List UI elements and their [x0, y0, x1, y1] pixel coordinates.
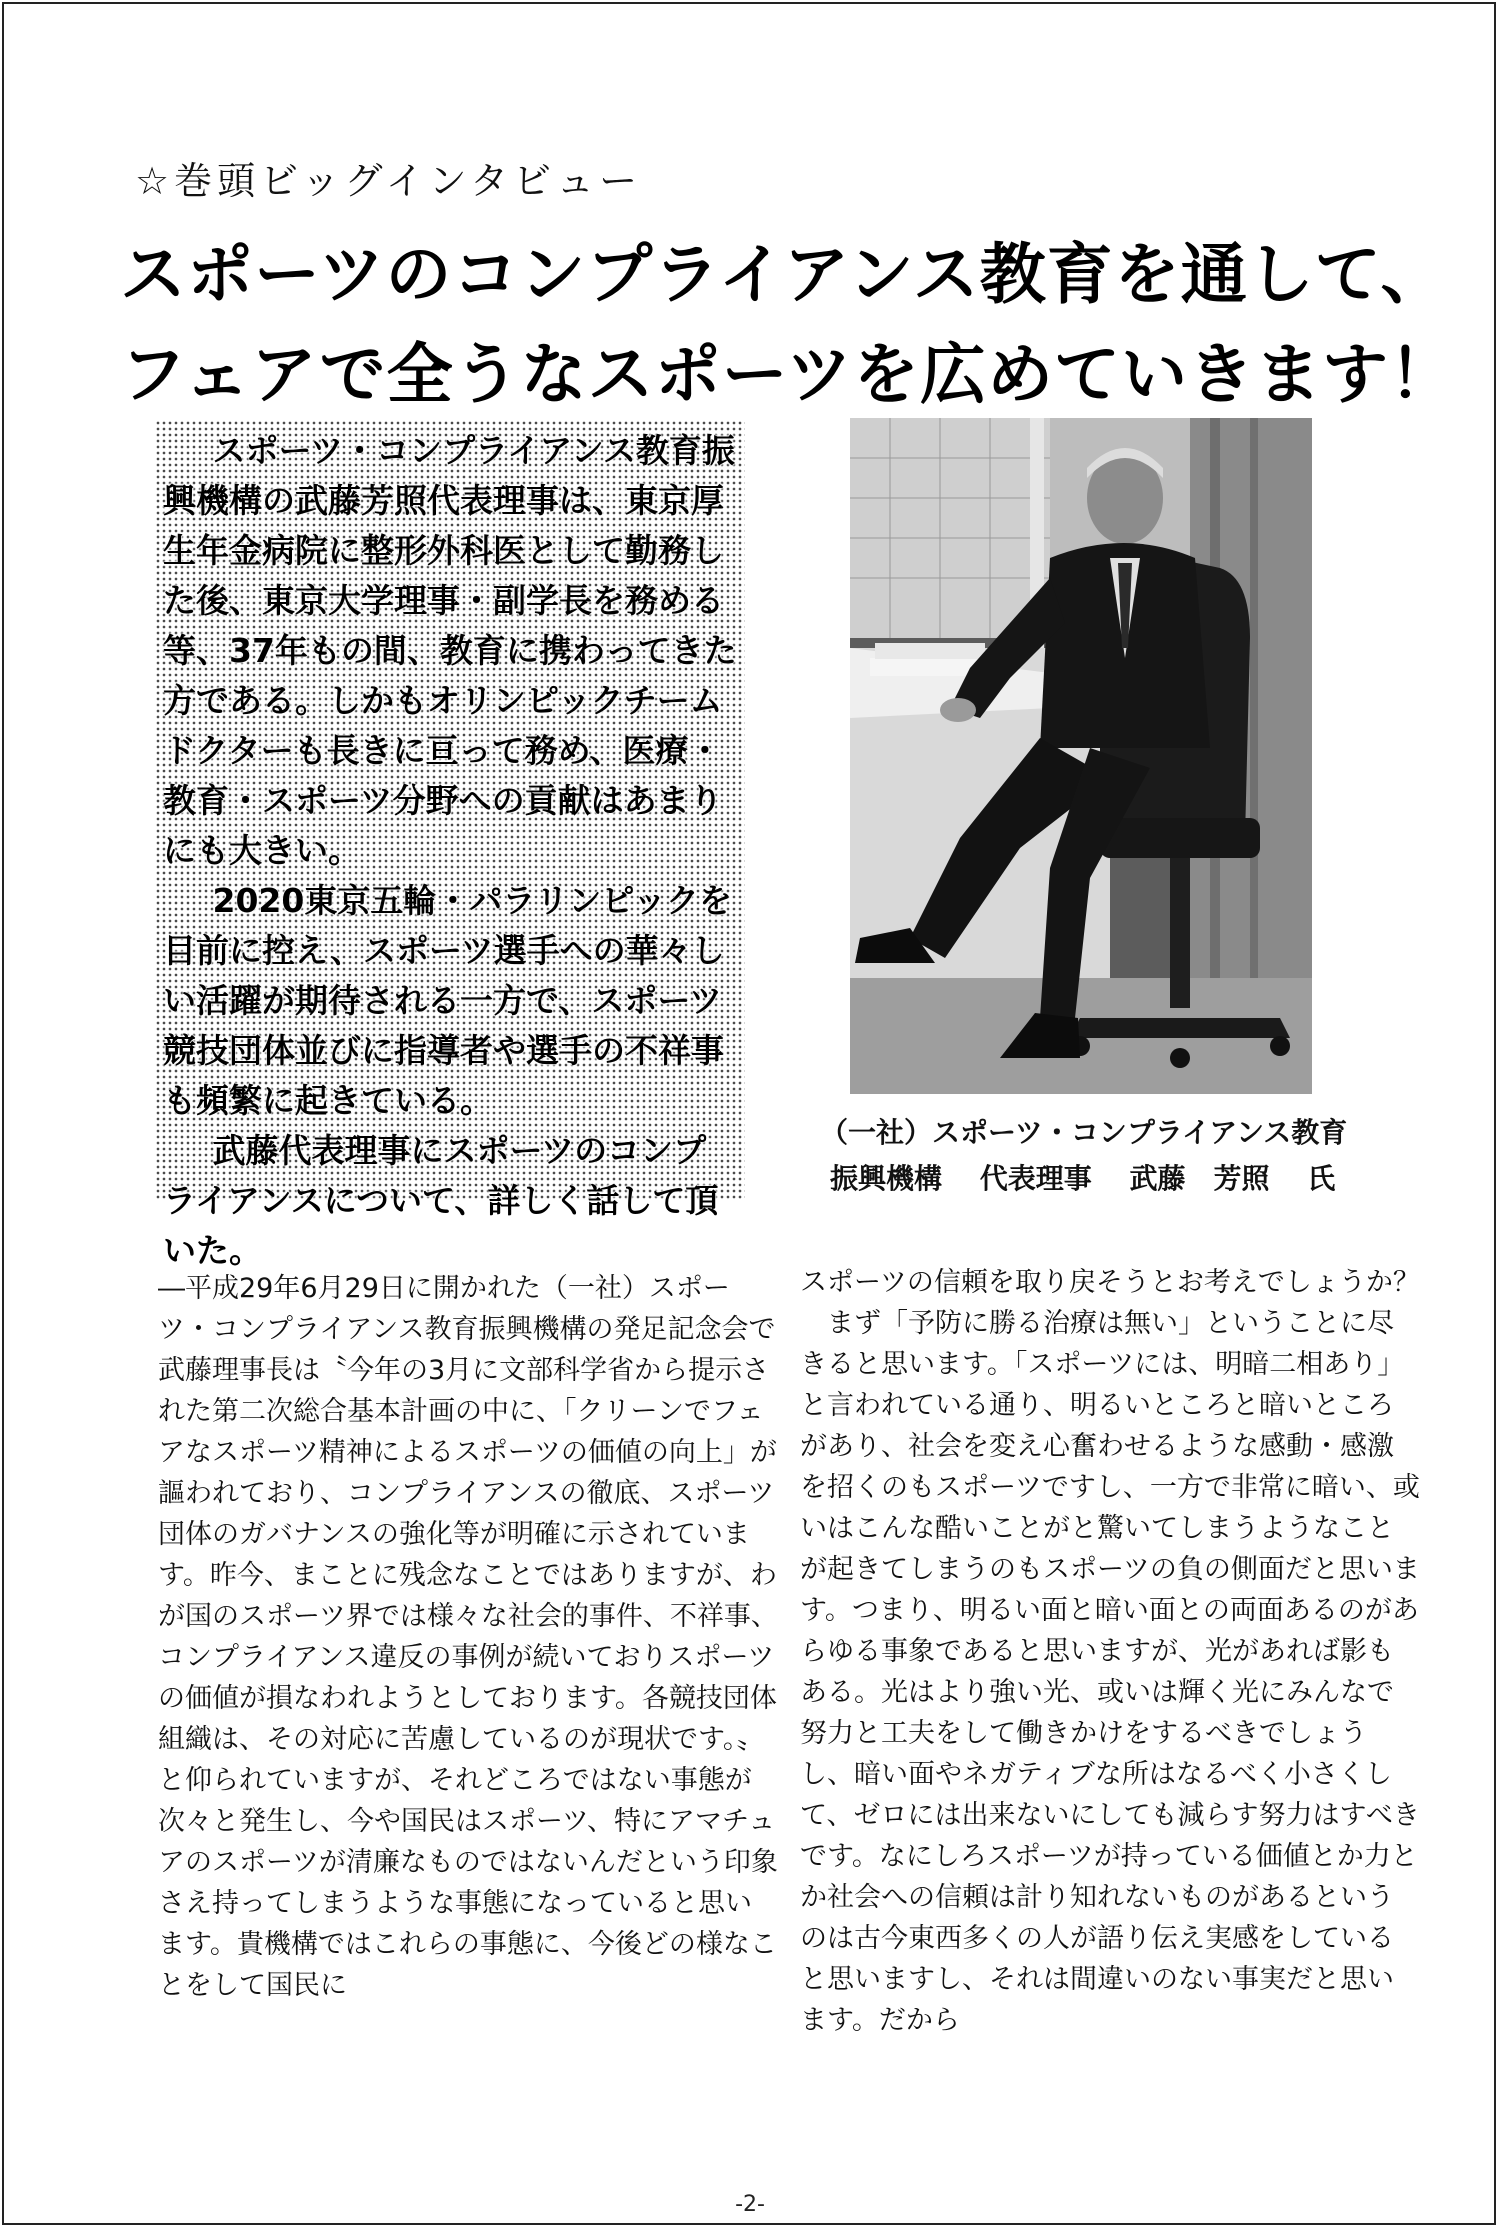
- caption-line-1: （一社）スポーツ・コンプライアンス教育: [820, 1116, 1348, 1149]
- caption-org: 振興機構: [830, 1162, 943, 1195]
- page-number: -2-: [735, 2192, 765, 2217]
- body-column-left: [158, 1268, 778, 2006]
- body-column-right: [800, 1262, 1420, 2041]
- lead-paragraph-1: スポーツ・コンプライアンス教育振興機構の武藤芳照代表理事は、東京厚生年金病院に整形外科医として勤務した後、東京大学理事・副学長を務める等、37年もの間、教育に携わってきた方である。しかもオリンピックチームドクターも長きに亘って務め、医療・教育・スポーツ分野への貢献はあまりにも大きい。: [163, 431, 737, 870]
- lead-box: [155, 420, 745, 1270]
- portrait-photo: [850, 418, 1312, 1094]
- interview-question-end: スポーツの信頼を取り戻そうとお考えでしょうか？: [800, 1267, 1420, 1298]
- interview-answer: まず「予防に勝る治療は無い」ということに尽きると思います。「スポーツには、明暗二相あり」と言われている通り、明るいところと暗いところがあり、社会を変え心奮わせるような感動・感激を招くのもスポーツですし、一方で非常に暗い、或いはこんな酷いことがと驚いてしまうようなことが起きてしまうのもスポーツの負の側面だと思います。つまり、明るい面と暗い面との両面あるのがあらゆる事象であると思いますが、光があれば影もある。光はより強い光、或いは輝く光にみんなで努力と工夫をして働きかけをするべきでしょうし、暗い面やネガティブな所はなるべく小さくして、ゼロには出来ないにしても減らす努力はすべきです。なにしろスポーツが持っている価値とか力とか社会への信頼は計り知れないものがあるというのは古今東西多くの人が語り伝え実感をしていると思いますし、それは間違いのない事実だと思います。だから: [800, 1308, 1420, 2036]
- headline-line-1: スポーツのコンプライアンス教育を通して、: [120, 236, 1448, 313]
- photo-caption: [800, 1110, 1400, 1202]
- lead-paragraph-3: 武藤代表理事にスポーツのコンプライアンスについて、詳しく話して頂いた。: [163, 1131, 719, 1270]
- caption-honorific: 氏: [1307, 1162, 1336, 1195]
- section-kicker: ☆巻頭ビッグインタビュー: [135, 159, 643, 203]
- headline: [120, 225, 1457, 425]
- interview-question: ―平成29年6月29日に開かれた（一社）スポーツ・コンプライアンス教育振興機構の発足記念会で武藤理事長は〝今年の3月に文部科学省から提示された第二次総合基本計画の中に、「クリーンでフェアなスポーツ精神によるスポーツの価値の向上」が謳われており、コンプライアンスの徹底、スポーツ団体のガバナンスの強化等が明確に示されています。昨今、まことに残念なことではありますが、わが国のスポーツ界では様々な社会的事件、不祥事、コンプライアンス違反の事例が続いておりスポーツの価値が損なわれようとしております。各競技団体組織は、その対応に苦慮しているのが現状です。〟と仰られていますが、それどころではない事態が次々と発生し、今や国民はスポーツ、特にアマチュアのスポーツが清廉なものではないんだという印象さえ持ってしまうような事態になっていると思います。貴機構ではこれらの事態に、今後どの様なことをして国民に: [158, 1273, 778, 2001]
- lead-paragraph-2: 2020東京五輪・パラリンピックを目前に控え、スポーツ選手への華々しい活躍が期待される一方で、スポーツ競技団体並びに指導者や選手の不祥事も頻繁に起きている。: [163, 881, 733, 1120]
- caption-title: 代表理事: [979, 1162, 1092, 1195]
- caption-line-2: [800, 1156, 1400, 1202]
- headline-line-2: フェアで全うなスポーツを広めていきます！: [120, 336, 1457, 413]
- portrait-illustration: [850, 418, 1312, 1094]
- caption-name: 武藤 芳照: [1129, 1162, 1270, 1195]
